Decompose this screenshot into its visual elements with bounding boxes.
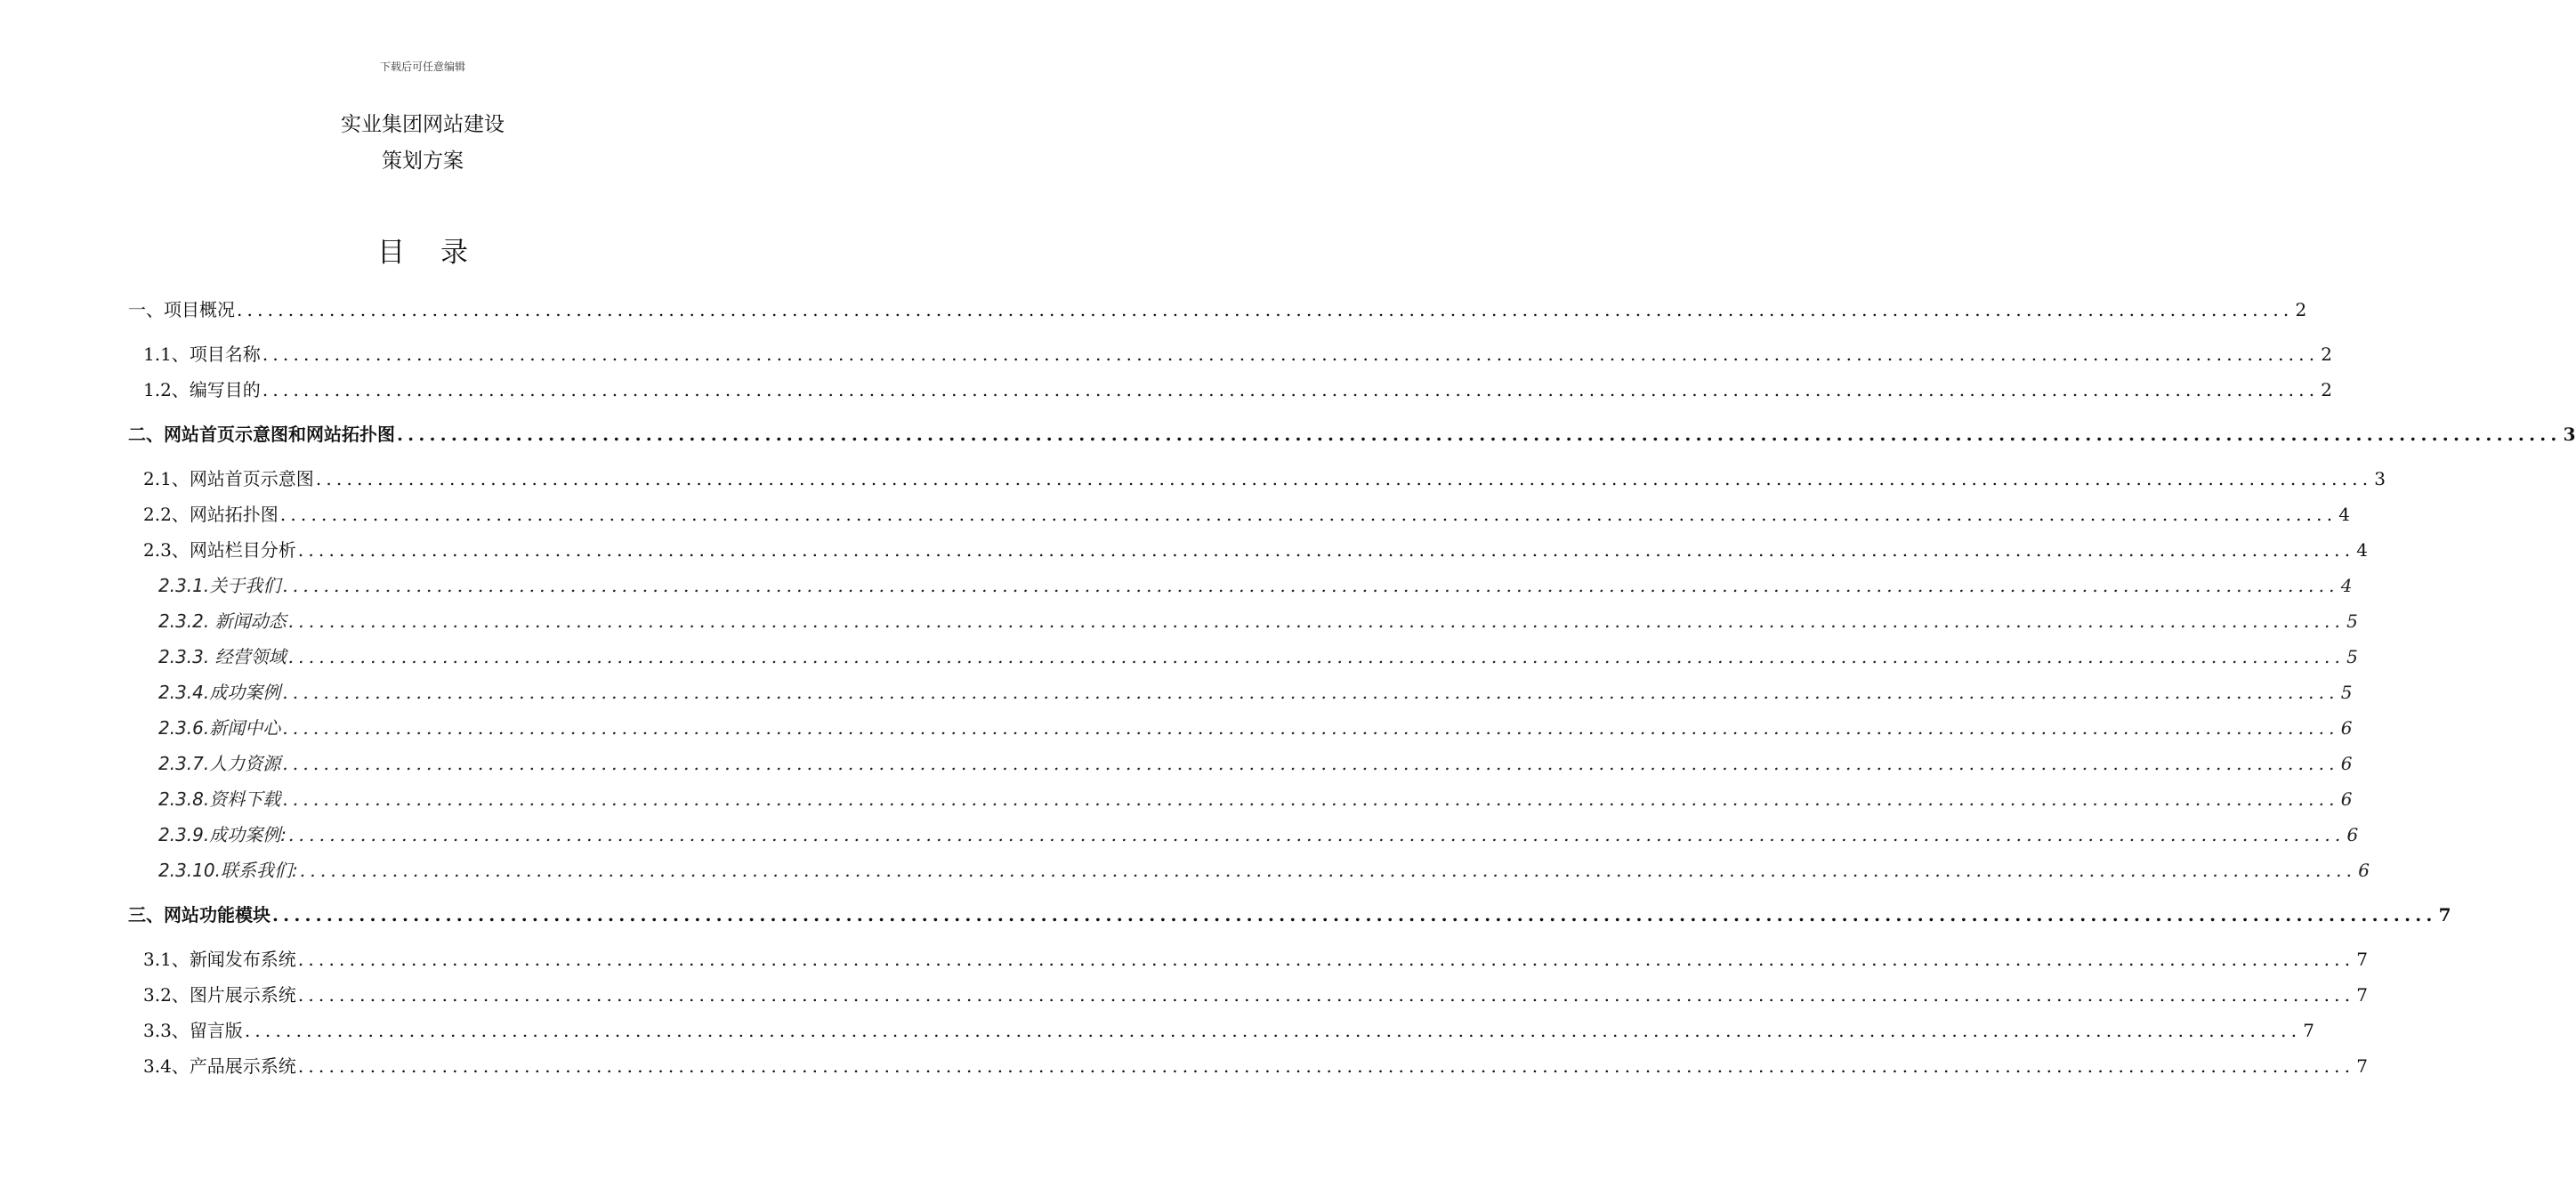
toc-entry-page: 6 [2358,860,2370,881]
toc-entry-number: 2.1、 [143,468,190,489]
toc-leader-dots: ........................................................................................................................................................................................................ [297,949,2355,970]
toc-entry[interactable] [158,607,2358,633]
toc-leader-dots: ........................................................................................................................................................................................................ [282,575,2339,596]
toc-leader-dots: ........................................................................................................................................................................................................ [282,788,2339,810]
toc-entry-number: 三、 [128,904,164,925]
toc-entry[interactable] [158,678,2353,704]
toc-entry-page: 7 [2438,904,2451,925]
toc-entry-title: 2.3.3. 经营领域 [158,646,287,667]
toc-leader-dots: ........................................................................................................................................................................................................ [297,984,2355,1006]
toc-entry[interactable] [143,340,2333,366]
toc-entry-title: 项目名称 [189,343,261,365]
toc-entry-title: 网站功能模块 [164,904,271,925]
toc-entry-title: 2.3.1.关于我们 [158,575,281,596]
toc-entry-title: 2.3.10.联系我们: [158,860,298,881]
toc-entry-number: 1.1、 [143,343,190,365]
toc-entry[interactable] [158,856,2370,882]
toc-leader-dots: ........................................................................................................................................................................................................ [262,343,2320,365]
toc-entry-page: 6 [2340,717,2353,739]
toc-entry-page: 3 [2563,424,2576,445]
toc-entry[interactable] [158,642,2358,668]
toc-entry[interactable] [143,376,2333,401]
toc-entry-title: 留言版 [189,1020,243,1041]
toc-entry-page: 4 [2340,575,2353,596]
toc-entry-page: 2 [2321,379,2333,400]
toc-entry-page: 5 [2346,610,2358,632]
toc-entry-number: 3.2、 [143,984,190,1006]
toc-entry-page: 4 [2356,539,2369,561]
toc-entry-page: 4 [2338,504,2351,525]
toc-entry-page: 3 [2374,468,2386,489]
toc-entry[interactable] [158,785,2353,811]
toc-entry-page: 6 [2346,824,2359,845]
toc-leader-dots: ........................................................................................................................................................................................................ [244,1020,2302,1041]
toc-entry-page: 5 [2340,682,2353,703]
document-subtitle: 策划方案 [382,150,464,173]
toc-entry-title: 网站栏目分析 [189,539,296,561]
toc-entry[interactable] [143,1016,2315,1042]
toc-entry-title: 2.3.7.人力资源 [158,753,281,774]
toc-leader-dots: ........................................................................................................................................................................................................ [397,424,2562,445]
toc-entry[interactable] [128,420,2576,446]
toc-leader-dots: ........................................................................................................................................................................................................ [287,824,2346,845]
toc-entry[interactable] [143,536,2369,562]
toc-entry-number: 一、 [128,299,164,320]
toc-entry-page: 6 [2340,753,2353,774]
toc-leader-dots: ........................................................................................................................................................................................................ [297,539,2355,561]
toc-entry-page: 2 [2295,299,2307,320]
toc-entry-page: 7 [2356,984,2369,1006]
toc-entry-title: 产品展示系统 [189,1055,296,1077]
toc-leader-dots: ........................................................................................................................................................................................................ [262,379,2320,400]
toc-entry-title: 图片展示系统 [189,984,296,1006]
header-note: 下载后可任意编辑 [379,61,465,73]
toc-entry[interactable] [158,714,2353,739]
toc-entry-number: 2.2、 [143,504,190,525]
toc-entry[interactable] [143,465,2386,490]
toc-entry[interactable] [143,945,2369,971]
toc-entry-title: 2.3.8.资料下载 [158,788,281,810]
toc-entry[interactable] [143,1052,2369,1078]
toc-entry[interactable] [143,981,2369,1006]
toc-entry-number: 3.3、 [143,1020,190,1041]
toc-entry-title: 2.3.4.成功案例 [158,682,281,703]
toc-leader-dots: ........................................................................................................................................................................................................ [272,904,2437,925]
toc-entry-title: 网站首页示意图和网站拓扑图 [164,424,395,445]
document-title: 实业集团网站建设 [341,113,505,136]
toc-leader-dots: ........................................................................................................................................................................................................ [282,753,2339,774]
toc-leader-dots: ........................................................................................................................................................................................................ [287,646,2346,667]
toc-entry-page: 7 [2303,1020,2315,1041]
toc-entry-title: 2.3.6.新闻中心 [158,717,281,739]
toc-leader-dots: ........................................................................................................................................................................................................ [279,504,2338,525]
toc-entry-title: 2.3.2. 新闻动态 [158,610,287,632]
toc-leader-dots: ........................................................................................................................................................................................................ [299,860,2357,881]
toc-leader-dots: ........................................................................................................................................................................................................ [287,610,2346,632]
toc-entry[interactable] [128,901,2451,926]
toc-leader-dots: ........................................................................................................................................................................................................ [315,468,2373,489]
toc-entry-title: 网站拓扑图 [189,504,279,525]
toc-entry-number: 3.1、 [143,949,190,970]
toc-entry[interactable] [143,500,2351,526]
toc-entry-number: 3.4、 [143,1055,190,1077]
toc-entry-title: 网站首页示意图 [189,468,314,489]
toc-entry-number: 1.2、 [143,379,190,400]
toc-heading: 目录 [377,237,504,269]
toc-entry-title: 项目概况 [164,299,235,320]
toc-entry-page: 2 [2321,343,2333,365]
toc-leader-dots: ........................................................................................................................................................................................................ [237,299,2294,320]
toc-entry-page: 5 [2346,646,2358,667]
toc-entry-number: 2.3、 [143,539,190,561]
toc-entry[interactable] [158,749,2353,775]
toc-entry[interactable] [158,571,2353,597]
toc-entry-title: 新闻发布系统 [189,949,296,970]
toc-leader-dots: ........................................................................................................................................................................................................ [282,682,2339,703]
toc-entry-page: 6 [2340,788,2353,810]
toc-entry-title: 编写目的 [189,379,261,400]
toc-leader-dots: ........................................................................................................................................................................................................ [282,717,2339,739]
toc-entry-page: 7 [2356,949,2369,970]
toc-entry-page: 7 [2356,1055,2369,1077]
toc-entry[interactable] [128,295,2307,321]
toc-entry[interactable] [158,820,2359,846]
toc-leader-dots: ........................................................................................................................................................................................................ [297,1055,2355,1077]
toc-entry-number: 二、 [128,424,164,445]
toc-entry-title: 2.3.9.成功案例: [158,824,287,845]
